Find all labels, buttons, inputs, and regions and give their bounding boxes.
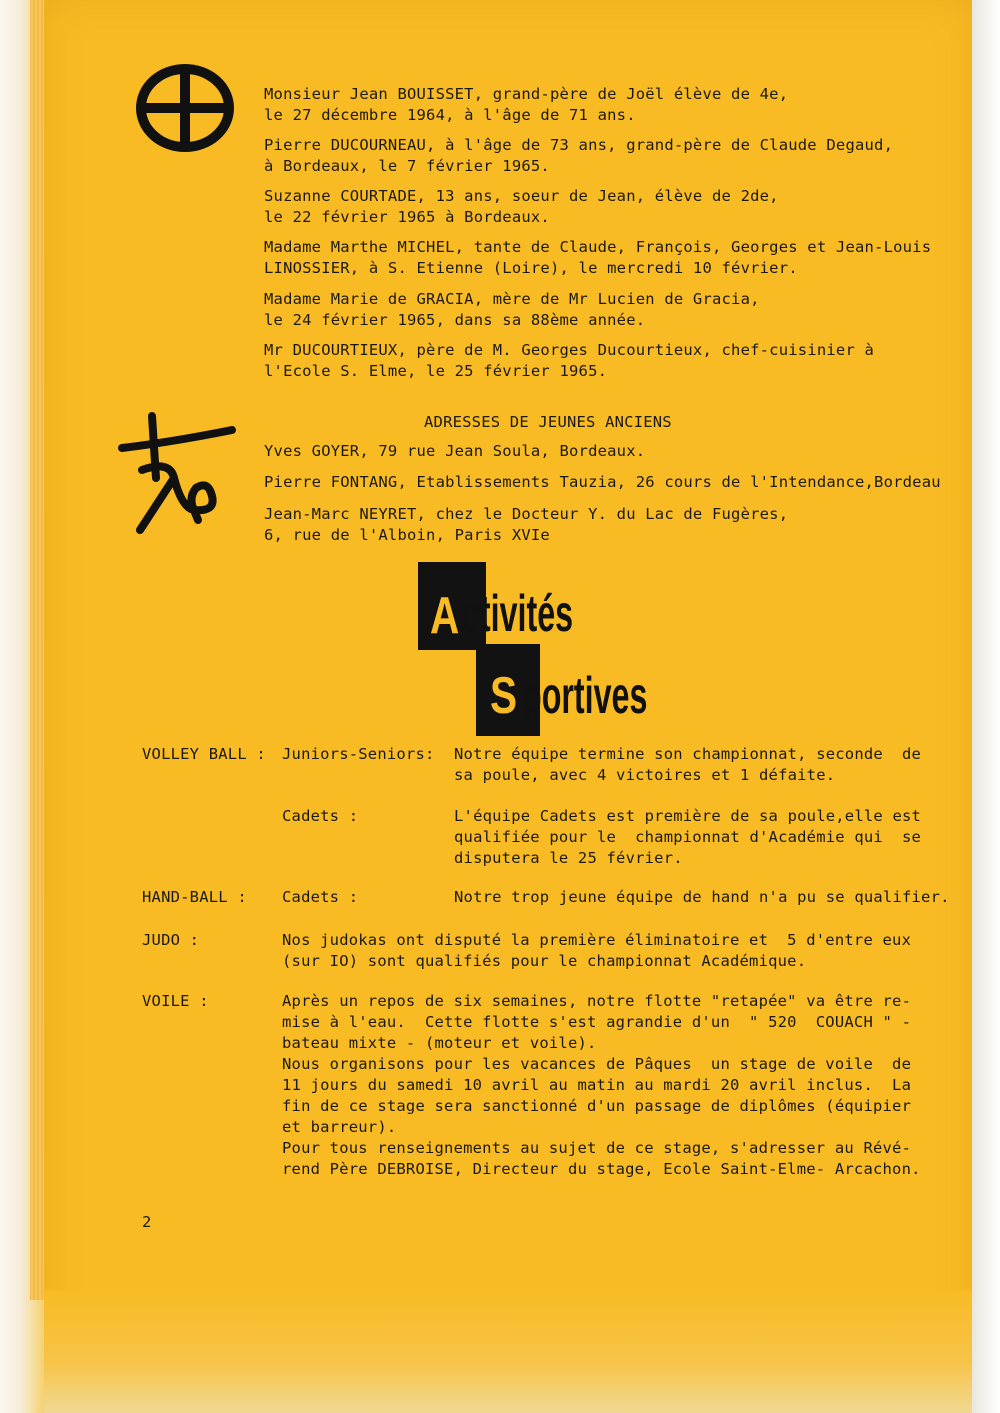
address-line-2: Pierre FONTANG, Etablissements Tauzia, 26 cours de l'Intendance,Bordeau [264,473,941,491]
death-entry-1-line2: le 27 décembre 1964, à l'âge de 71 ans. [264,106,636,124]
title-letter-s: S [490,667,518,725]
title-word-sportives: portives [522,667,648,725]
voile-text-line1: Après un repos de six semaines, notre flotte "retapée" va être re- [282,992,912,1010]
volley-sub-cadets: Cadets : [282,807,359,825]
voile-text-line3: bateau mixte - (moteur et voile). [282,1034,597,1052]
death-entry-6-line1: Mr DUCOURTIEUX, père de M. Georges Ducourtieux, chef-cuisinier à [264,341,875,359]
section-title [418,562,708,737]
volley-text1-line2: sa poule, avec 4 victoires et 1 défaite. [454,766,836,784]
volley-label: VOLLEY BALL : [142,745,266,763]
death-entry-4-line2: LINOSSIER, à S. Etienne (Loire), le mercredi 10 février. [264,259,798,277]
volley-sub-juniors: Juniors-Seniors: [282,745,435,763]
voile-text-line2: mise à l'eau. Cette flotte s'est agrandie d'un " 520 COUACH " - [282,1013,912,1031]
address-line-3: Jean-Marc NEYRET, chez le Docteur Y. du Lac de Fugères, [264,505,789,523]
handball-label: HAND-BALL : [142,888,247,906]
judo-text-line1: Nos judokas ont disputé la première éliminatoire et 5 d'entre eux [282,931,912,949]
alumni-symbol-icon [112,408,242,538]
death-entry-1-line1: Monsieur Jean BOUISSET, grand-père de Joël élève de 4e, [264,85,789,103]
death-entry-6-line2: l'Ecole S. Elme, le 25 février 1965. [264,362,608,380]
volley-text1-line1: Notre équipe termine son championnat, seconde de [454,745,922,763]
address-line-1: Yves GOYER, 79 rue Jean Soula, Bordeaux. [264,442,646,460]
page-number: 2 [142,1213,152,1231]
right-margin [972,0,1000,1413]
title-word-activites: ctivités [462,585,574,643]
death-entry-2-line2: à Bordeaux, le 7 février 1965. [264,157,550,175]
death-entry-4-line1: Madame Marthe MICHEL, tante de Claude, François, Georges et Jean-Louis [264,238,932,256]
judo-label: JUDO : [142,931,200,949]
voile-text-line6: fin de ce stage sera sanctionné d'un passage de diplômes (équipier [282,1097,912,1115]
title-letter-a: A [430,587,460,645]
volley-text2-line3: disputera le 25 février. [454,849,683,867]
death-entry-3-line2: le 22 février 1965 à Bordeaux. [264,208,550,226]
address-line-4: 6, rue de l'Alboin, Paris XVIe [264,526,550,544]
handball-sub-cadets: Cadets : [282,888,359,906]
volley-text2-line2: qualifiée pour le championnat d'Académie qui se [454,828,922,846]
voile-text-line7: et barreur). [282,1118,397,1136]
cross-circle-icon [132,58,242,158]
death-entry-2-line1: Pierre DUCOURNEAU, à l'âge de 73 ans, grand-père de Claude Degaud, [264,136,894,154]
death-entry-5-line1: Madame Marie de GRACIA, mère de Mr Lucien de Gracia, [264,290,760,308]
page-bottom [44,1290,974,1413]
death-entry-3-line1: Suzanne COURTADE, 13 ans, soeur de Jean, élève de 2de, [264,187,779,205]
voile-text-line5: 11 jours du samedi 10 avril au matin au mardi 20 avril inclus. La [282,1076,912,1094]
addresses-heading: ADRESSES DE JEUNES ANCIENS [424,413,672,431]
voile-text-line4: Nous organisons pour les vacances de Pâques un stage de voile de [282,1055,912,1073]
volley-text2-line1: L'équipe Cadets est première de sa poule,elle est [454,807,922,825]
handball-text: Notre trop jeune équipe de hand n'a pu se qualifier. [454,888,950,906]
judo-text-line2: (sur IO) sont qualifiés pour le championnat Académique. [282,952,807,970]
death-entry-5-line2: le 24 février 1965, dans sa 88ème année. [264,311,646,329]
voile-text-line8: Pour tous renseignements au sujet de ce stage, s'adresser au Révé- [282,1139,912,1157]
voile-label: VOILE : [142,992,209,1010]
voile-text-line9: rend Père DEBROISE, Directeur du stage, Ecole Saint-Elme- Arcachon. [282,1160,921,1178]
